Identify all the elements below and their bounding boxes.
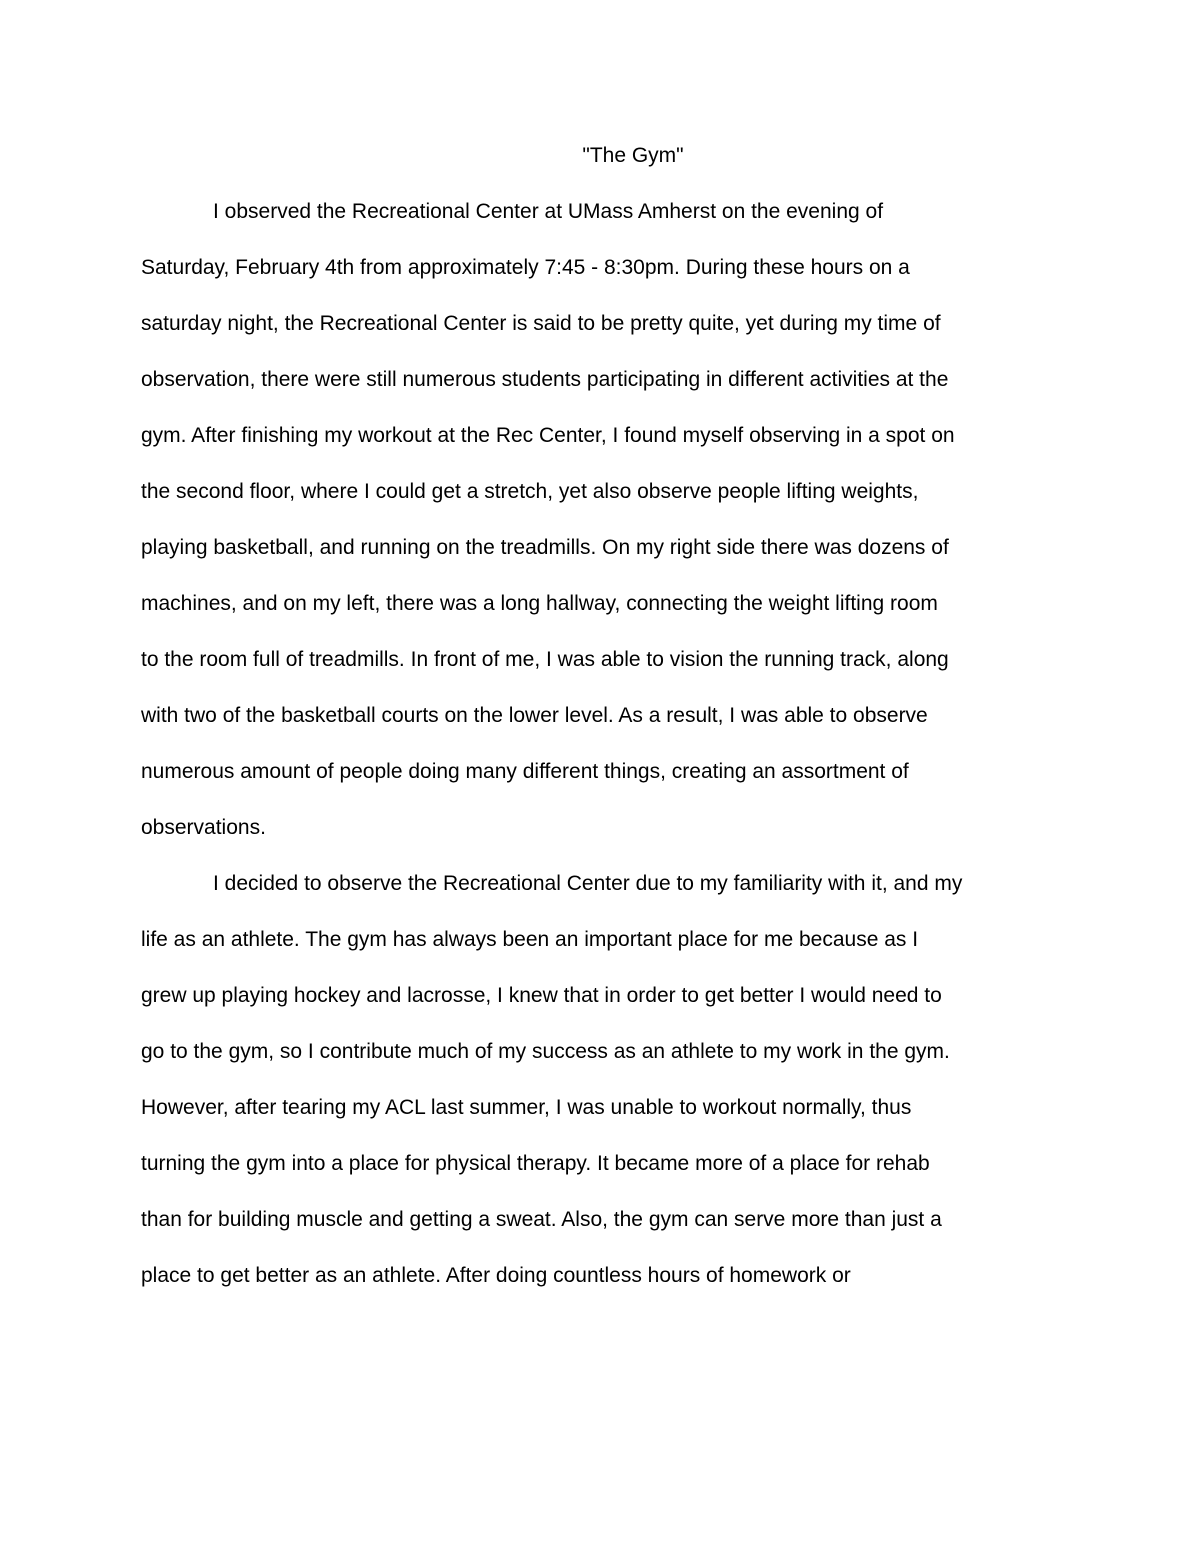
paragraph-2-line-8: place to get better as an athlete. After doing countless hours of homework or [141, 1264, 851, 1287]
paragraph-1-line-1: I observed the Recreational Center at UMass Amherst on the evening of [213, 200, 884, 223]
paragraph-2-line-1: I decided to observe the Recreational Center due to my familiarity with it, and my [213, 872, 963, 895]
paragraph-1-line-11: numerous amount of people doing many different things, creating an assortment of [141, 760, 909, 783]
paragraph-1-line-6: the second floor, where I could get a stretch, yet also observe people lifting weights, [141, 480, 919, 503]
paragraph-2-line-7: than for building muscle and getting a sweat. Also, the gym can serve more than just a [141, 1208, 942, 1231]
paragraph-1-line-4: observation, there were still numerous students participating in different activities at the [141, 368, 949, 391]
paragraph-1-line-2: Saturday, February 4th from approximately 7:45 - 8:30pm. During these hours on a [141, 256, 910, 279]
paragraph-1-line-12: observations. [141, 816, 266, 839]
paragraph-2-line-4: go to the gym, so I contribute much of my success as an athlete to my work in the gym. [141, 1040, 950, 1063]
paragraph-1-line-5: gym. After finishing my workout at the Rec Center, I found myself observing in a spot on [141, 424, 955, 447]
paragraph-1-line-9: to the room full of treadmills. In front of me, I was able to vision the running track, along [141, 648, 949, 671]
document-title: "The Gym" [582, 144, 684, 167]
paragraph-1-line-7: playing basketball, and running on the treadmills. On my right side there was dozens of [141, 536, 949, 559]
paragraph-2-line-2: life as an athlete. The gym has always been an important place for me because as I [141, 928, 919, 951]
document-body [141, 194, 1081, 1314]
paragraph-1-line-3: saturday night, the Recreational Center is said to be pretty quite, yet during my time of [141, 312, 941, 335]
paragraph-1-line-8: machines, and on my left, there was a long hallway, connecting the weight lifting room [141, 592, 938, 615]
paragraph-1-line-10: with two of the basketball courts on the lower level. As a result, I was able to observe [141, 704, 928, 727]
paragraph-2-line-6: turning the gym into a place for physical therapy. It became more of a place for rehab [141, 1152, 930, 1175]
paragraph-2-line-5: However, after tearing my ACL last summer, I was unable to workout normally, thus [141, 1096, 912, 1119]
paragraph-2-line-3: grew up playing hockey and lacrosse, I knew that in order to get better I would need to [141, 984, 942, 1007]
